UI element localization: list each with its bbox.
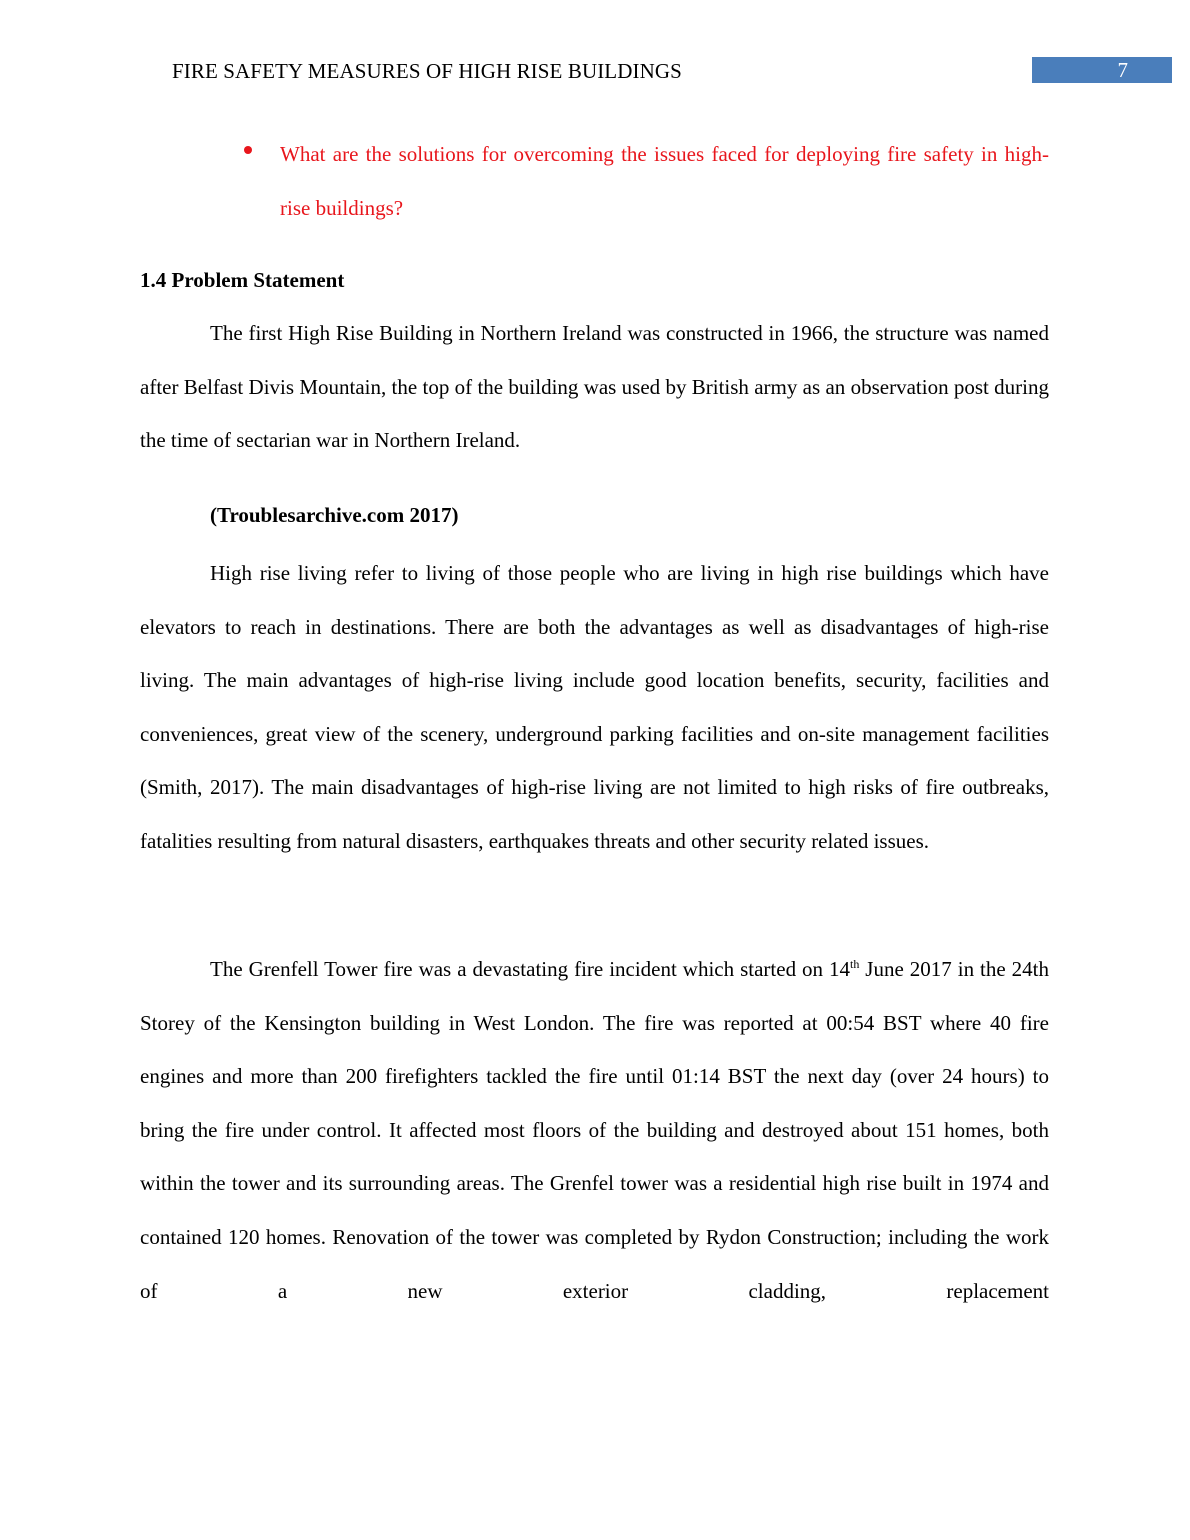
research-question-bullet: What are the solutions for overcoming the issues faced for deploying fire safety in high-rise buildings? — [280, 142, 1049, 220]
page-number: 7 — [1032, 57, 1172, 83]
paragraph-high-rise-living — [140, 547, 1049, 869]
bullet-dot-icon — [244, 146, 252, 154]
paragraph-text: The first High Rise Building in Northern Ireland was constructed in 1966, the structure was named after Belfast Divis Mountain, the top of the building was used by British army as an observation post during the time of sectarian war in Northern Ireland. — [140, 321, 1049, 453]
section-heading: 1.4 Problem Statement — [140, 268, 345, 292]
paragraph-text-end: June 2017 in the 24th Storey of the Kensington building in West London. The fire was reported at 00:54 BST where 40 fire engines and more than 200 firefighters tackled the fire until 01:14 BST the next day (over 24 hours) to bring the fire under control. It affected most floors of the building and destroyed about 151 homes, both within the tower and its surrounding areas. The Grenfel tower was a residential high rise built in 1974 and contained 120 homes. Renovation of the tower was completed by Rydon Construction; including the work of a new exterior cladding, replacement — [140, 957, 1049, 1303]
paragraph-text-start: The Grenfell Tower fire was a devastating fire incident which started on 14 — [210, 957, 850, 981]
citation: (Troublesarchive.com 2017) — [210, 503, 459, 527]
header-title: FIRE SAFETY MEASURES OF HIGH RISE BUILDINGS — [172, 59, 682, 83]
paragraph-text: High rise living refer to living of those people who are living in high rise buildings which have elevators to reach in destinations. There are both the advantages as well as disadvantages of high-rise living. The main advantages of high-rise living include good location benefits, security, facilities and conveniences, great view of the scenery, underground parking facilities and on-site management facilities (Smith, 2017). The main disadvantages of high-rise living are not limited to high risks of fire outbreaks, fatalities resulting from natural disasters, earthquakes threats and other security related issues. — [140, 561, 1049, 853]
paragraph-northern-ireland — [140, 307, 1049, 468]
ordinal-superscript: th — [850, 957, 860, 971]
paragraph-grenfell — [140, 943, 1049, 1318]
